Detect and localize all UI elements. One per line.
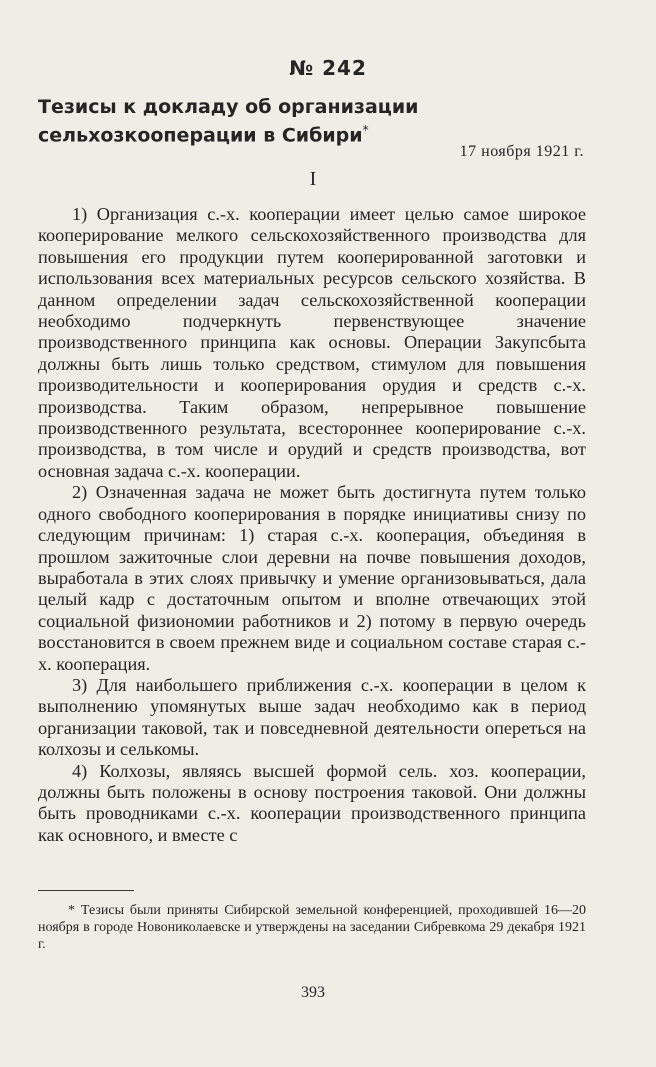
- document-number: № 242: [289, 56, 367, 80]
- footnote-marker: *: [362, 123, 369, 137]
- title-text: Тезисы к докладу об организации сельхозкооперации в Сибири: [38, 96, 419, 147]
- body-text: [38, 204, 586, 846]
- footnote-text: * Тезисы были приняты Сибирской земельной конференцией, проходившей 16—20 ноября в городе Новониколаевске и утверждены на заседании Сибревкома 29 декабря 1921 г.: [38, 903, 586, 952]
- document-title: [38, 96, 586, 147]
- document-date: 17 ноября 1921 г.: [459, 143, 584, 160]
- paragraph-2: 2) Означенная задача не может быть достигнута путем только одного свободного кооперирования в порядке инициативы снизу по следующим причинам: 1) старая с.-х. кооперация, объединяя в прошлом зажиточные слои деревни на почве повышения доходов, выработала в этих слоях привычку и умение организовываться, дала целый кадр с достаточным опытом и вполне отвечающих этой социальной физиономии работников и 2) потому в первую очередь восстановится в своем прежнем виде и социальном составе старая с.-х. кооперация.: [38, 482, 586, 674]
- paragraph-3: 3) Для наибольшего приближения с.-х. кооперации в целом к выполнению упомянутых выше задач необходимо как в период организации таковой, так и повседневной деятельности опереться на колхозы и селькомы.: [38, 674, 586, 760]
- page-number: 393: [301, 984, 325, 1001]
- paragraph-1: 1) Организация с.-х. кооперации имеет целью самое широкое кооперирование мелкого сельскохозяйственного производства для повышения его продукции путем кооперированной заготовки и использования всех материальных ресурсов сельского хозяйства. В данном определении задач сельскохозяйственной кооперации необходимо подчеркнуть первенствующее значение производственного принципа как основы. Операции Закупсбыта должны быть лишь только средством, стимулом для повышения производительности и кооперирования орудия и средств с.-х. производства. Таким образом, непрерывное повышение производственного результата, всестороннее кооперирование с.-х. производства, в том числе и орудий и средств производства, вот основная задача с.-х. кооперации.: [38, 204, 586, 481]
- footnote: [38, 902, 586, 953]
- footnote-divider: [38, 890, 134, 891]
- section-number: I: [309, 168, 317, 190]
- paragraph-4: 4) Колхозы, являясь высшей формой сель. хоз. кооперации, должны быть положены в основу построения таковой. Они должны быть проводниками с.-х. кооперации производственного принципа как основного, и вместе с: [38, 760, 586, 845]
